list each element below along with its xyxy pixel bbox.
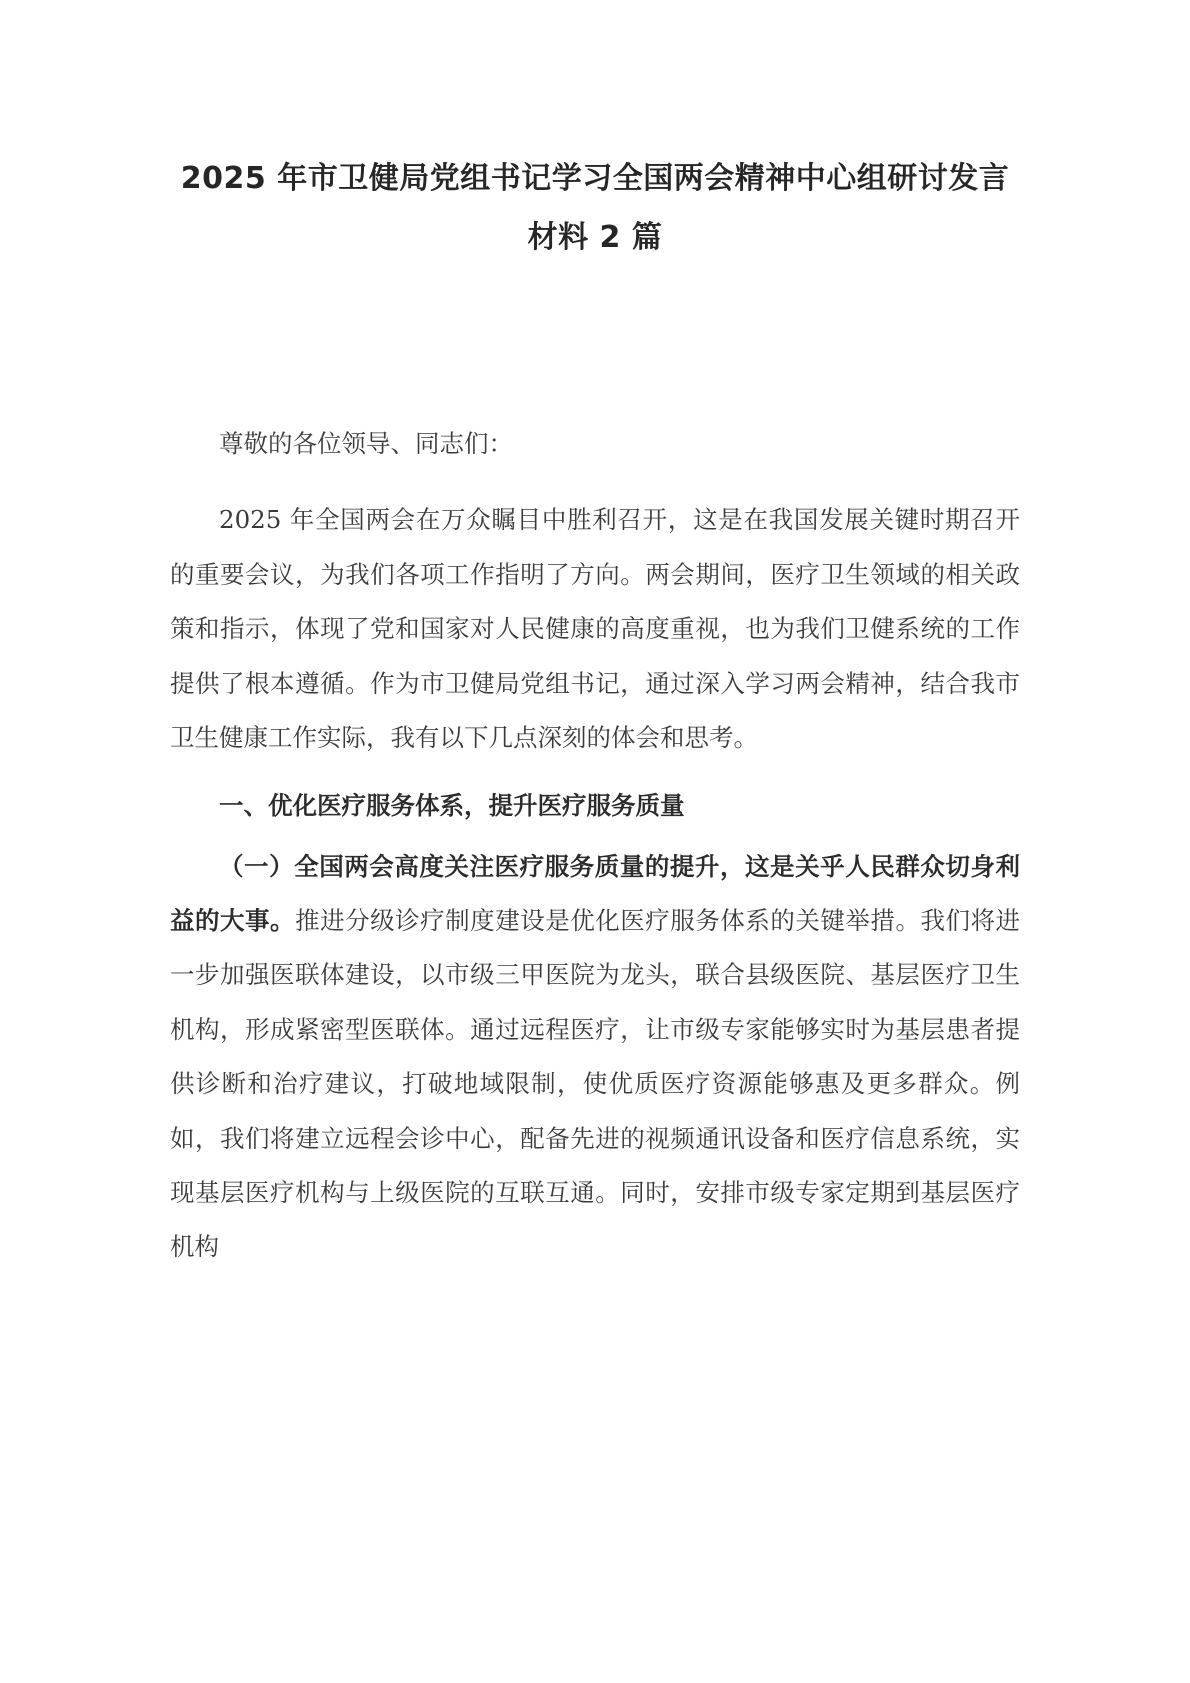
subsection-paragraph-1 <box>170 840 1020 1275</box>
salutation-paragraph: 尊敬的各位领导、同志们： <box>219 429 513 458</box>
subsection-body-text: 推进分级诊疗制度建设是优化医疗服务体系的关键举措。我们将进一步加强医联体建设，以市级三甲医院为龙头，联合县级医院、基层医疗卫生机构，形成紧密型医联体。通过远程医疗，让市级专家能够实时为基层患者提供诊断和治疗建议，打破地域限制，使优质医疗资源能够惠及更多群众。例如，我们将建立远程会诊中心，配备先进的视频通讯设备和医疗信息系统，实现基层医疗机构与上级医院的互联互通。同时，安排市级专家定期到基层医疗机构 <box>170 906 1020 1262</box>
document-body <box>170 417 1020 1275</box>
subsection-lead-text: （一）全国两会高度关注医疗服务质量的提升，这是关乎人民群众切身利益的大事。 <box>170 851 1020 935</box>
page-title: 2025 年市卫健局党组书记学习全国两会精神中心组研讨发言材料 2 篇 <box>180 161 1010 255</box>
section-heading-1: 一、优化医疗服务体系，提升医疗服务质量 <box>219 791 685 821</box>
intro-paragraph: 2025 年全国两会在万众瞩目中胜利召开，这是在我国发展关键时期召开的重要会议，为我们各项工作指明了方向。两会期间，医疗卫生领域的相关政策和指示，体现了党和国家对人民健康的高度重视，也为我们卫健系统的工作提供了根本遵循。作为市卫健局党组书记，通过深入学习两会精神，结合我市卫生健康工作实际，我有以下几点深刻的体会和思考。 <box>170 505 1020 752</box>
